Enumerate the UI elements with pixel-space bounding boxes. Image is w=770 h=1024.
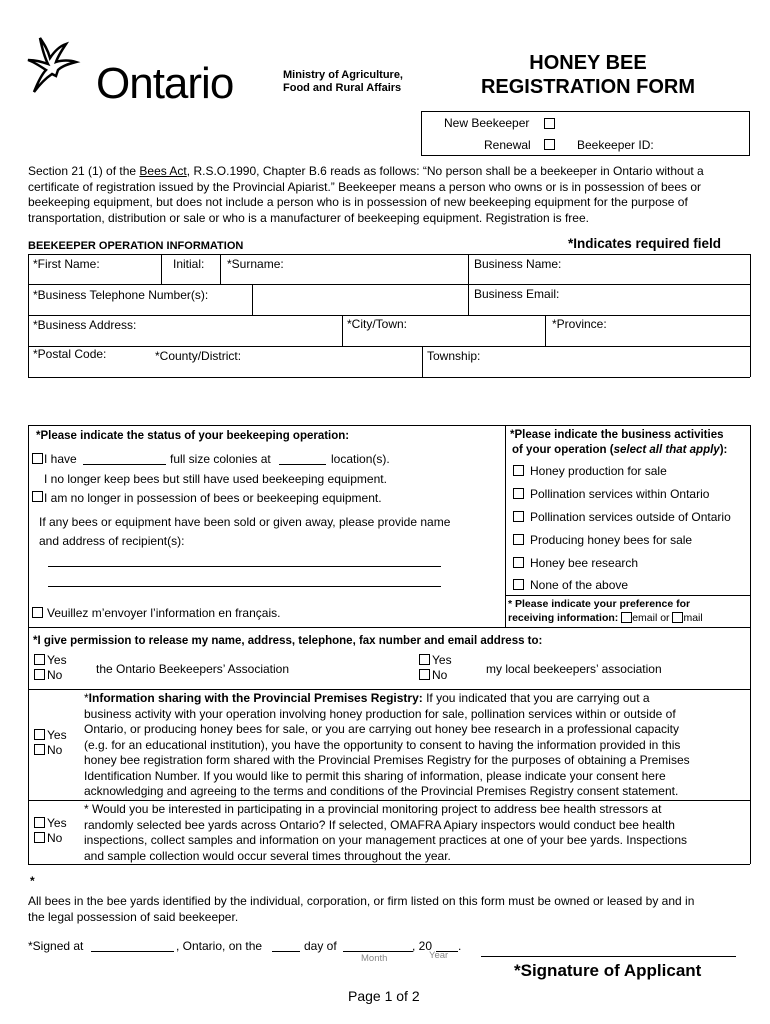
footer-note: All bees in the bee yards identified by the individual, corporation, or firm listed on this form must be owned or leased by and in the legal possession of said beekeeper. — [28, 894, 695, 924]
signature-line[interactable] — [481, 956, 736, 957]
permission-local-yes-label: Yes — [432, 653, 452, 667]
status-opt1-a: I have — [44, 452, 77, 466]
ontario-trillium-logo — [26, 34, 98, 106]
registry-paragraph: *Information sharing with the Provincial Premises Registry: If you indicated that you are carrying out a business activity with your operation involving honey production for sale, pollination services within or outside of Ontario, or producing honey bees for sale, or you are carrying out honey bee research in a professional capacity (e.g. for an educational institution), you have the opportunity to consent to having the information provided in this honey bee registration form shared with the Provincial Premises Registry for the purposes of obtaining a Premises Identification Number. If you would like to permit this sharing of information, please indicate your consent here acknowledging and agreeing to the terms and conditions of the Provincial Premises Registry consent statement. — [84, 691, 690, 798]
postal-code-field[interactable]: *Postal Code: — [33, 347, 107, 361]
day-of-label: day of — [304, 939, 337, 953]
activities-heading-1: *Please indicate the business activities — [510, 429, 724, 441]
activity-label-research: Honey bee research — [530, 556, 639, 570]
new-beekeeper-label: New Beekeeper — [444, 116, 530, 130]
french-label: Veuillez m’envoyer l’information en français. — [47, 606, 281, 620]
monitoring-no-label: No — [47, 831, 63, 845]
recipient-line1: If any bees or equipment have been sold or given away, please provide name — [39, 515, 451, 529]
required-field-note: *Indicates required field — [568, 236, 722, 251]
registry-no-label: No — [47, 743, 63, 757]
activity-label-none: None of the above — [530, 578, 629, 592]
period-label: . — [458, 939, 462, 953]
activities-heading-2: of your operation (select all that apply): — [512, 444, 728, 456]
county-field[interactable]: *County/District: — [155, 349, 242, 363]
city-field[interactable]: *City/Town: — [347, 317, 408, 331]
preference-mail-checkbox[interactable] — [672, 612, 683, 623]
permission-oba-no-label: No — [47, 668, 63, 682]
permission-local-no-checkbox[interactable] — [419, 669, 430, 680]
permission-heading: *I give permission to release my name, address, telephone, fax number and email address to: — [33, 635, 543, 647]
preference-line2: receiving information: email or mail — [508, 612, 703, 624]
intro-line1-rest: , R.S.O.1990, Chapter B.6 reads as follows: “No person shall be a beekeeper in Ontario without a — [186, 164, 704, 178]
ministry-line2: Food and Rural Affairs — [283, 82, 402, 94]
registry-yes-checkbox[interactable] — [34, 729, 45, 740]
permission-org-oba: the Ontario Beekeepers’ Association — [96, 662, 290, 676]
province-field[interactable]: *Province: — [552, 317, 607, 331]
renewal-label: Renewal — [484, 138, 531, 152]
activity-checkbox-pollination-within[interactable] — [513, 488, 524, 499]
intro-paragraph — [28, 164, 748, 226]
status-opt1-b: full size colonies at — [170, 452, 271, 466]
beekeeper-id-label: Beekeeper ID: — [577, 138, 654, 152]
day-blank[interactable] — [272, 951, 300, 952]
intro-line3: beekeeping equipment, but does not include a person who is in possession of new beekeeping equipment for the purpose of — [28, 195, 688, 209]
status-no-possession-checkbox[interactable] — [32, 491, 43, 502]
signed-at-label: *Signed at — [28, 939, 84, 953]
colonies-count-blank[interactable] — [83, 464, 166, 465]
renewal-checkbox[interactable] — [544, 139, 555, 150]
footer-asterisk: * — [30, 874, 35, 888]
business-phone-field[interactable]: *Business Telephone Number(s): — [33, 288, 209, 302]
monitoring-yes-label: Yes — [47, 816, 67, 830]
page-number: Page 1 of 2 — [348, 988, 420, 1004]
permission-oba-yes-label: Yes — [47, 653, 67, 667]
activity-checkbox-research[interactable] — [513, 557, 524, 568]
month-blank[interactable] — [343, 951, 413, 952]
status-opt1-c: location(s). — [331, 452, 390, 466]
business-email-field[interactable]: Business Email: — [474, 287, 560, 301]
activity-checkbox-producing-bees[interactable] — [513, 534, 524, 545]
preference-email-checkbox[interactable] — [621, 612, 632, 623]
business-address-field[interactable]: *Business Address: — [33, 318, 137, 332]
recipient-line2: and address of recipient(s): — [39, 534, 185, 548]
recipient-line-blank-1[interactable] — [48, 566, 441, 567]
signature-label: *Signature of Applicant — [514, 961, 702, 980]
recipient-line-blank-2[interactable] — [48, 586, 441, 587]
form-title-line2: REGISTRATION FORM — [480, 76, 696, 98]
permission-local-yes-checkbox[interactable] — [419, 654, 430, 665]
new-beekeeper-checkbox[interactable] — [544, 118, 555, 129]
permission-local-no-label: No — [432, 668, 448, 682]
intro-line4: transportation, distribution or sale or who is a manufacturer of beekeeping equipment. Registration is free. — [28, 210, 589, 225]
monitoring-no-checkbox[interactable] — [34, 832, 45, 843]
registry-yes-label: Yes — [47, 728, 67, 742]
registry-heading: Information sharing with the Provincial Premises Registry: — [88, 691, 423, 705]
activity-checkbox-none[interactable] — [513, 579, 524, 590]
business-name-field[interactable]: Business Name: — [474, 257, 562, 271]
month-hint: Month — [361, 953, 388, 964]
activity-checkbox-pollination-outside[interactable] — [513, 511, 524, 522]
activity-checkbox-honey-production[interactable] — [513, 465, 524, 476]
status-heading: *Please indicate the status of your beekeeping operation: — [36, 430, 350, 442]
permission-org-local: my local beekeepers’ association — [486, 662, 662, 676]
year-prefix-label: , 20 — [412, 939, 433, 953]
ontario-on-the-label: , Ontario, on the — [176, 939, 263, 953]
bees-act-link: Bees Act — [139, 164, 187, 178]
section-title: BEEKEEPER OPERATION INFORMATION — [28, 240, 244, 252]
ministry-line1: Ministry of Agriculture, — [283, 69, 403, 81]
activity-label-producing-bees: Producing honey bees for sale — [530, 533, 693, 547]
locations-count-blank[interactable] — [279, 464, 326, 465]
permission-oba-no-checkbox[interactable] — [34, 669, 45, 680]
year-hint: Year — [429, 950, 449, 961]
activity-label-honey-production: Honey production for sale — [530, 464, 667, 478]
activity-label-pollination-outside: Pollination services outside of Ontario — [530, 510, 731, 524]
status-opt2: I no longer keep bees but still have used beekeeping equipment. — [44, 472, 387, 486]
intro-line2: certificate of registration issued by the Provincial Apiarist.” Beekeeper means a person who owns or is in possession of bees or — [28, 179, 702, 194]
intro-prefix: Section 21 (1) of the — [28, 164, 140, 178]
signed-at-blank[interactable] — [91, 951, 174, 952]
preference-line1: * Please indicate your preference for — [508, 598, 691, 610]
surname-field[interactable]: *Surname: — [227, 257, 284, 271]
monitoring-paragraph: * Would you be interested in participating in a provincial monitoring project to address bee health stressors at randomly selected bee yards across Ontario? If selected, OMAFRA Apiary inspectors would conduct bee health inspections, collect samples and information on your management practices at one of your bee yards. Inspections and sample collection would occur several times throughout the year. — [84, 802, 687, 863]
initial-field[interactable]: Initial: — [173, 257, 205, 271]
form-title-line1: HONEY BEE — [529, 52, 647, 74]
first-name-field[interactable]: *First Name: — [33, 257, 100, 271]
registry-no-checkbox[interactable] — [34, 744, 45, 755]
monitoring-yes-checkbox[interactable] — [34, 817, 45, 828]
activity-label-pollination-within: Pollination services within Ontario — [530, 487, 710, 501]
township-field[interactable]: Township: — [427, 349, 481, 363]
french-checkbox[interactable] — [32, 607, 43, 618]
status-have-colonies-checkbox[interactable] — [32, 453, 43, 464]
permission-oba-yes-checkbox[interactable] — [34, 654, 45, 665]
ontario-logo-text: Ontario — [96, 59, 234, 108]
status-opt3: I am no longer in possession of bees or beekeeping equipment. — [44, 491, 382, 505]
